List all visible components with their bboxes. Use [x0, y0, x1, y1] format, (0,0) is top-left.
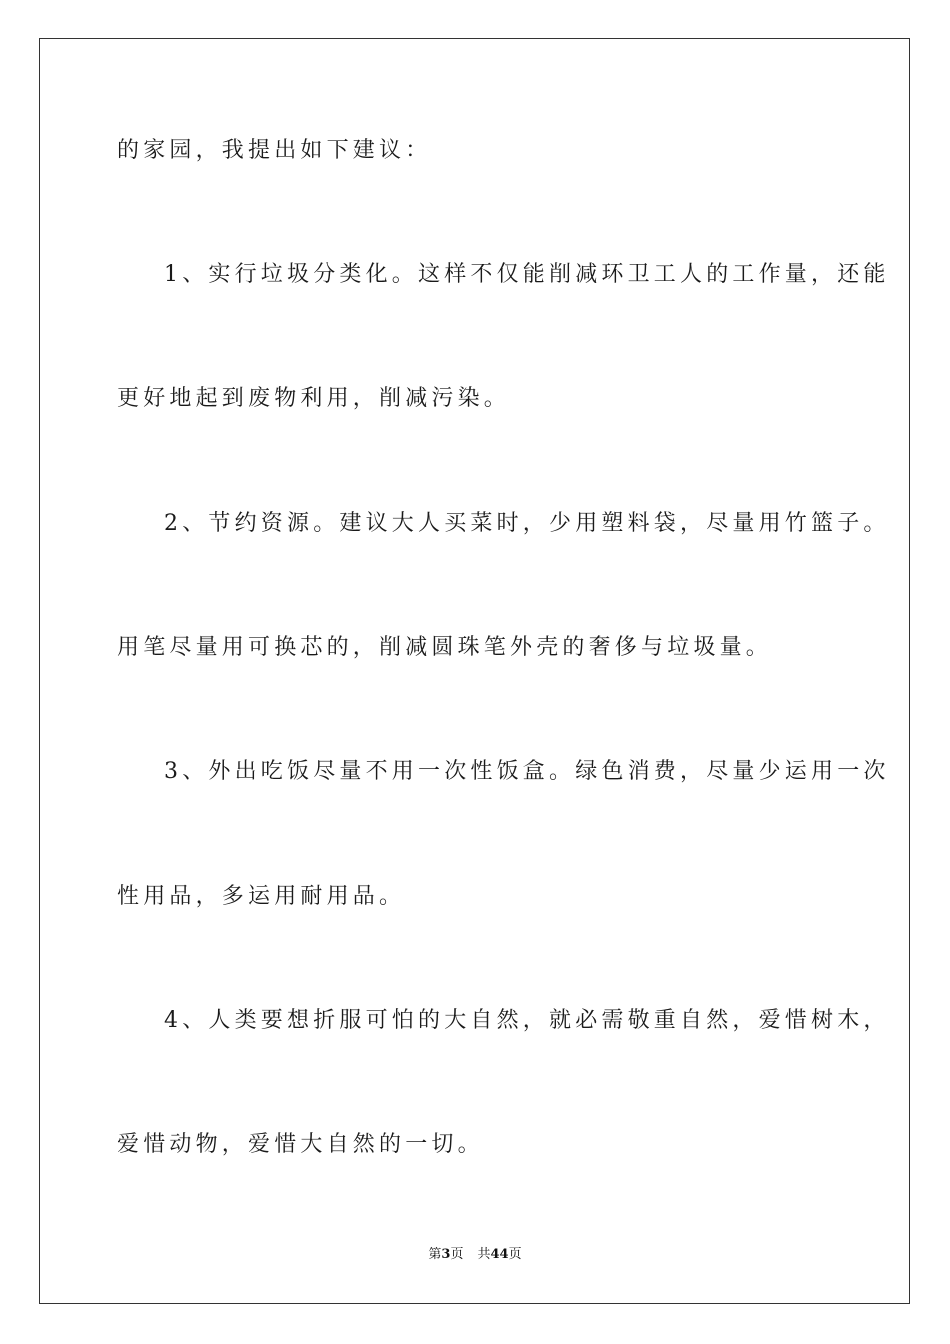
paragraph-line: 1、实行垃圾分类化。这样不仅能削减环卫工人的工作量，还能 — [164, 262, 890, 287]
paragraph-line: 的家园，我提出如下建议： — [117, 138, 432, 163]
paragraph-line: 3、外出吃饭尽量不用一次性饭盒。绿色消费，尽量少运用一次 — [164, 759, 890, 784]
footer-page-prefix: 第 — [428, 1247, 442, 1262]
paragraph-line: 用笔尽量用可换芯的，削减圆珠笔外壳的奢侈与垃圾量。 — [117, 635, 773, 660]
paragraph-line: 爱惜动物，爱惜大自然的一切。 — [117, 1132, 484, 1157]
paragraph-line: 性用品，多运用耐用品。 — [117, 884, 406, 909]
footer-page-suffix: 页 — [450, 1247, 464, 1262]
footer-total-pages: 44 — [490, 1247, 509, 1262]
page-border — [39, 38, 910, 1304]
footer-total-prefix: 共 — [477, 1247, 491, 1262]
footer-total-suffix: 页 — [508, 1247, 522, 1262]
paragraph-line: 更好地起到废物利用，削减污染。 — [117, 386, 511, 411]
footer-page-number: 3 — [441, 1247, 451, 1262]
paragraph-line: 2、节约资源。建议大人买菜时，少用塑料袋，尽量用竹篮子。 — [164, 511, 890, 536]
paragraph-line: 4、人类要想折服可怕的大自然，就必需敬重自然，爱惜树木， — [164, 1008, 890, 1033]
page-footer — [0, 1246, 950, 1264]
